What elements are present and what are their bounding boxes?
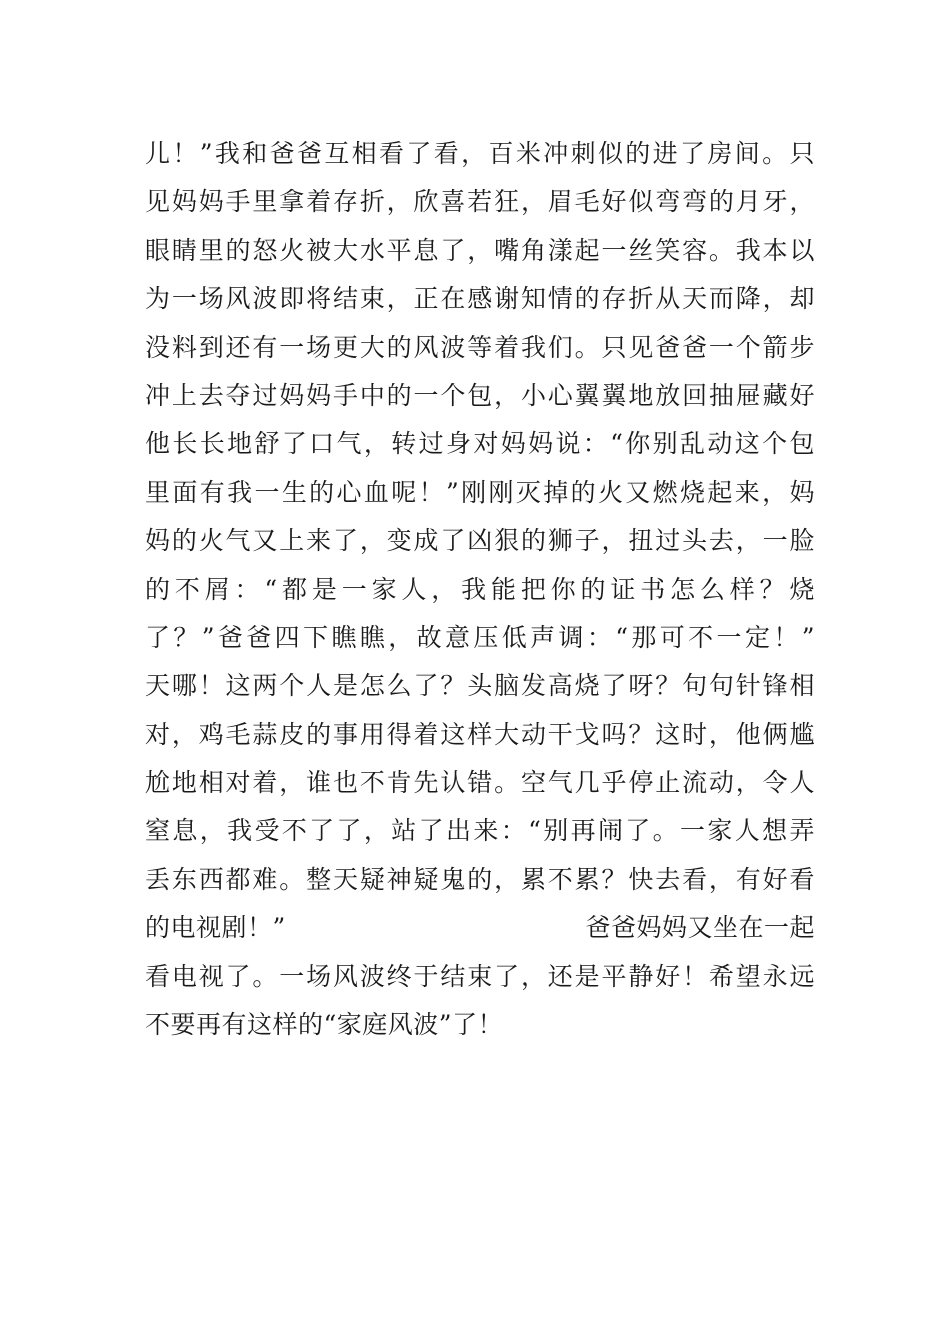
- text-line: 冲上去夺过妈妈手中的一个包，小心翼翼地放回抽屉藏好: [145, 380, 815, 410]
- text-line-split: [145, 904, 815, 952]
- text-line: 看电视了。一场风波终于结束了，还是平静好！希望永远: [145, 961, 815, 991]
- text-line: 丢东西都难。整天疑神疑鬼的，累不累？快去看，有好看: [145, 864, 815, 894]
- text-line: 尬地相对着，谁也不肯先认错。空气几乎停止流动，令人: [145, 768, 815, 798]
- text-line: 了？”爸爸四下瞧瞧，故意压低声调：“那可不一定！”: [145, 622, 815, 652]
- text-line: 眼睛里的怒火被大水平息了，嘴角漾起一丝笑容。我本以: [145, 235, 815, 265]
- text-line: 里面有我一生的心血呢！”刚刚灭掉的火又燃烧起来，妈: [145, 477, 815, 507]
- text-line: 为一场风波即将结束，正在感谢知情的存折从天而降，却: [145, 284, 815, 314]
- text-line: 儿！”我和爸爸互相看了看，百米冲刺似的进了房间。只: [145, 139, 815, 168]
- text-line: 没料到还有一场更大的风波等着我们。只见爸爸一个箭步: [145, 332, 815, 362]
- text-line: 对，鸡毛蒜皮的事用得着这样大动干戈吗？这时，他俩尴: [145, 719, 815, 749]
- text-line: 妈的火气又上来了，变成了凶狠的狮子，扭过头去，一脸: [145, 526, 815, 556]
- text-line-last: 不要再有这样的“家庭风波”了！: [145, 1010, 504, 1040]
- text-line: 的不屑：“都是一家人，我能把你的证书怎么样？烧: [145, 574, 815, 604]
- text-line: 见妈妈手里拿着存折，欣喜若狂，眉毛好似弯弯的月牙，: [145, 187, 815, 217]
- text-line-left: 的电视剧！”: [145, 913, 286, 943]
- text-line-right: 爸爸妈妈又坐在一起: [585, 913, 815, 943]
- text-line: 天哪！这两个人是怎么了？头脑发高烧了呀？句句针锋相: [145, 671, 815, 701]
- essay-text: [145, 130, 815, 1049]
- text-line: 窒息，我受不了了，站了出来：“别再闹了。一家人想弄: [145, 816, 815, 846]
- text-line: 他长长地舒了口气，转过身对妈妈说：“你别乱动这个包: [145, 429, 815, 459]
